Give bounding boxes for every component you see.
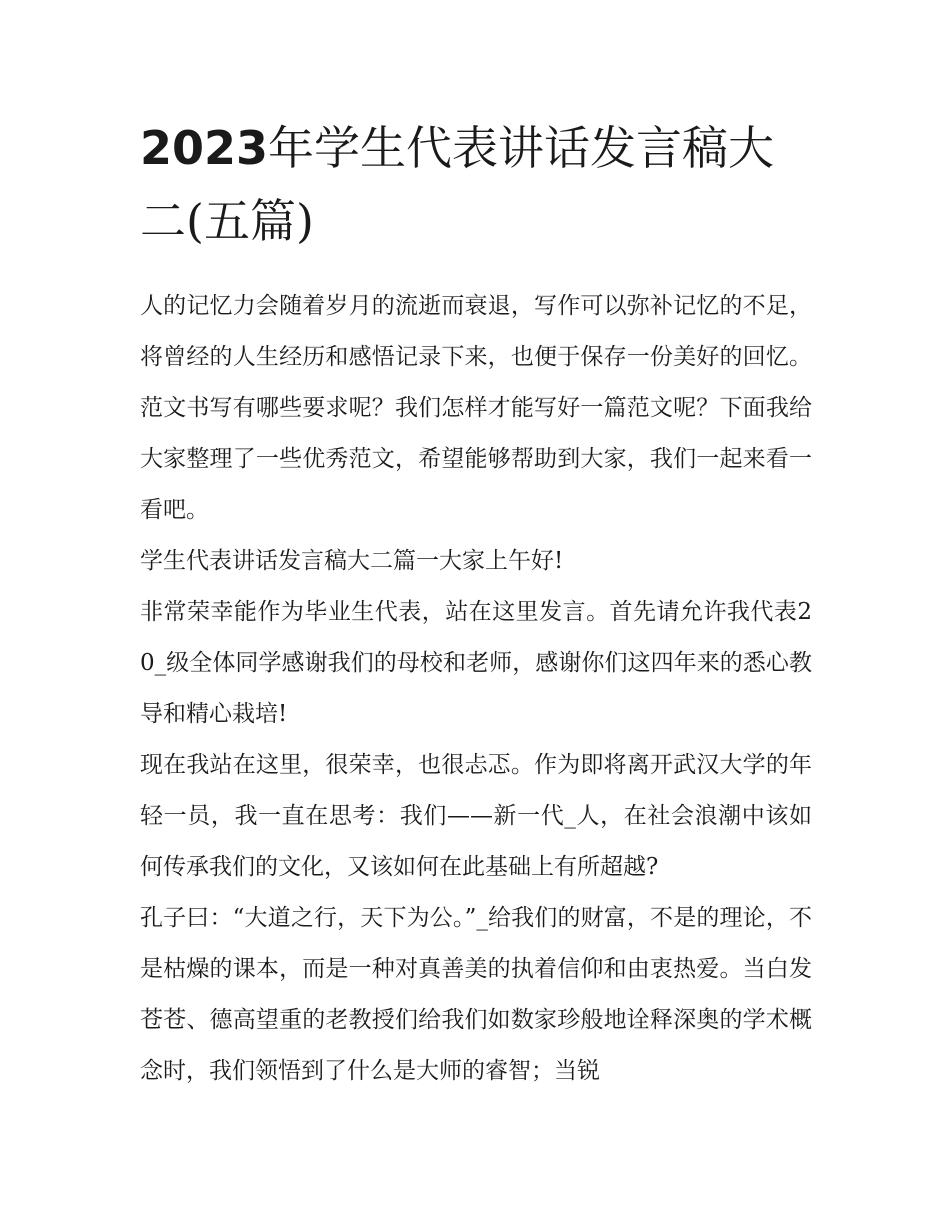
body-paragraph: 现在我站在这里，很荣幸，也很忐忑。作为即将离开武汉大学的年轻一员，我一直在思考：我们——新一代_人，在社会浪潮中该如何传承我们的文化，又该如何在此基础上有所超越? (140, 752, 812, 880)
body-paragraph: 非常荣幸能作为毕业生代表，站在这里发言。首先请允许我代表20_级全体同学感谢我们的母校和老师，感谢你们这四年来的悉心教导和精心栽培! (140, 599, 812, 727)
document-title (140, 112, 812, 258)
section-heading-paragraph: 学生代表讲话发言稿大二篇一大家上午好! (140, 548, 564, 574)
body-paragraph: 孔子曰：“大道之行，天下为公。”_给我们的财富，不是的理论，不是枯燥的课本，而是一种对真善美的执着信仰和由衷热爱。当白发苍苍、德高望重的老教授们给我们如数家珍般地诠释深奥的学术概念时，我们领悟到了什么是大师的睿智；当锐 (140, 905, 812, 1084)
document-body (140, 281, 812, 1097)
title-year: 2023 (140, 121, 269, 175)
document-page (140, 112, 812, 1097)
intro-paragraph: 人的记忆力会随着岁月的流逝而衰退，写作可以弥补记忆的不足，将曾经的人生经历和感悟记录下来，也便于保存一份美好的回忆。范文书写有哪些要求呢？我们怎样才能写好一篇范文呢？下面我给大家整理了一些优秀范文，希望能够帮助到大家，我们一起来看一看吧。 (140, 293, 812, 523)
title-text: 年学生代表讲话发言稿大二(五篇) (140, 121, 775, 248)
